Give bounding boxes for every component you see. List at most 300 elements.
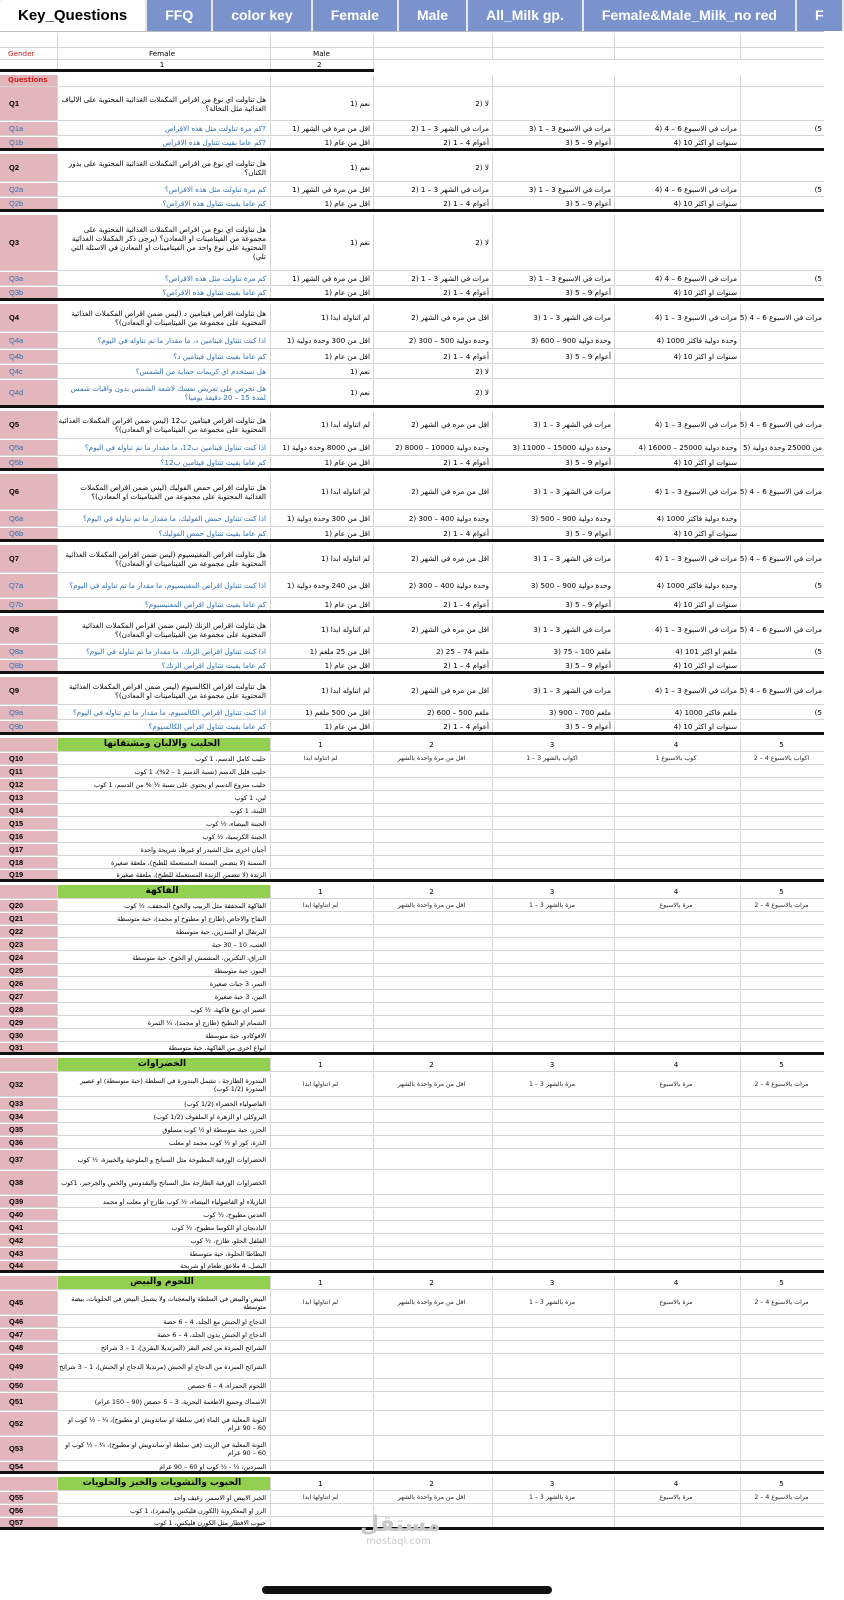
cell[interactable] — [0, 1058, 58, 1071]
question-id-cell[interactable] — [0, 857, 58, 868]
frequency-label-cell[interactable] — [493, 1248, 615, 1259]
frequency-label-cell[interactable] — [615, 1017, 741, 1028]
answer-option-cell[interactable] — [374, 645, 493, 658]
answer-option-cell[interactable] — [271, 333, 374, 348]
answer-option-cell[interactable] — [493, 380, 615, 405]
frequency-label-cell[interactable] — [615, 939, 741, 950]
frequency-label-cell[interactable] — [271, 1518, 374, 1527]
frequency-label-cell[interactable] — [271, 753, 374, 764]
frequency-label-cell[interactable] — [374, 870, 493, 879]
frequency-label-cell[interactable] — [493, 1004, 615, 1015]
frequency-label-cell[interactable] — [615, 1291, 741, 1314]
answer-option-cell[interactable] — [493, 272, 615, 285]
answer-option-cell[interactable] — [374, 599, 493, 610]
answer-option-cell[interactable] — [374, 137, 493, 148]
food-item-cell[interactable] — [58, 1196, 271, 1207]
answer-option-cell[interactable] — [741, 287, 824, 298]
cell[interactable] — [374, 48, 493, 59]
question-text-cell[interactable] — [58, 474, 271, 509]
answer-option-cell[interactable] — [271, 599, 374, 610]
frequency-label-cell[interactable] — [374, 1393, 493, 1410]
frequency-label-cell[interactable] — [374, 1462, 493, 1471]
frequency-label-cell[interactable] — [741, 779, 824, 790]
answer-option-cell[interactable] — [493, 660, 615, 671]
frequency-label-cell[interactable] — [493, 1355, 615, 1378]
question-text-cell[interactable] — [58, 645, 271, 658]
question-id-cell[interactable] — [0, 844, 58, 855]
frequency-label-cell[interactable] — [271, 1291, 374, 1314]
question-id-cell[interactable] — [0, 1437, 58, 1460]
answer-option-cell[interactable] — [615, 616, 741, 643]
question-text-cell[interactable] — [58, 706, 271, 719]
frequency-code-cell[interactable] — [493, 1276, 615, 1289]
cell[interactable] — [0, 34, 58, 47]
answer-option-cell[interactable] — [615, 287, 741, 298]
answer-option-cell[interactable] — [741, 137, 824, 148]
answer-option-cell[interactable] — [374, 457, 493, 468]
answer-option-cell[interactable] — [271, 183, 374, 196]
frequency-label-cell[interactable] — [615, 1004, 741, 1015]
frequency-code-cell[interactable] — [493, 738, 615, 751]
answer-option-cell[interactable] — [271, 272, 374, 285]
frequency-label-cell[interactable] — [493, 1393, 615, 1410]
frequency-label-cell[interactable] — [615, 991, 741, 1002]
answer-option-cell[interactable] — [615, 380, 741, 405]
frequency-label-cell[interactable] — [741, 870, 824, 879]
answer-option-cell[interactable] — [493, 87, 615, 120]
food-item-cell[interactable] — [58, 818, 271, 829]
frequency-label-cell[interactable] — [615, 1150, 741, 1169]
frequency-label-cell[interactable] — [271, 926, 374, 937]
frequency-label-cell[interactable] — [374, 805, 493, 816]
food-item-cell[interactable] — [58, 831, 271, 842]
frequency-label-cell[interactable] — [741, 818, 824, 829]
frequency-label-cell[interactable] — [741, 900, 824, 911]
frequency-label-cell[interactable] — [493, 1412, 615, 1435]
frequency-label-cell[interactable] — [493, 1342, 615, 1353]
food-item-cell[interactable] — [58, 1098, 271, 1109]
answer-option-cell[interactable] — [374, 287, 493, 298]
answer-option-cell[interactable] — [374, 380, 493, 405]
question-id-cell[interactable] — [0, 137, 58, 148]
frequency-label-cell[interactable] — [615, 1329, 741, 1340]
frequency-label-cell[interactable] — [741, 1030, 824, 1041]
frequency-label-cell[interactable] — [493, 1518, 615, 1527]
frequency-label-cell[interactable] — [271, 1261, 374, 1270]
frequency-label-cell[interactable] — [374, 753, 493, 764]
answer-option-cell[interactable] — [271, 457, 374, 468]
frequency-label-cell[interactable] — [741, 1342, 824, 1353]
frequency-label-cell[interactable] — [615, 766, 741, 777]
food-item-cell[interactable] — [58, 857, 271, 868]
frequency-label-cell[interactable] — [493, 978, 615, 989]
frequency-label-cell[interactable] — [271, 1171, 374, 1194]
answer-option-cell[interactable] — [374, 154, 493, 181]
frequency-label-cell[interactable] — [374, 913, 493, 924]
answer-option-cell[interactable] — [374, 511, 493, 526]
answer-option-cell[interactable] — [374, 528, 493, 539]
frequency-label-cell[interactable] — [271, 1437, 374, 1460]
food-item-cell[interactable] — [58, 1393, 271, 1410]
frequency-label-cell[interactable] — [271, 766, 374, 777]
food-item-cell[interactable] — [58, 978, 271, 989]
frequency-label-cell[interactable] — [374, 1222, 493, 1233]
cell[interactable] — [615, 75, 741, 86]
answer-option-cell[interactable] — [741, 645, 824, 658]
frequency-label-cell[interactable] — [374, 1171, 493, 1194]
answer-option-cell[interactable] — [741, 457, 824, 468]
question-text-cell[interactable] — [58, 365, 271, 378]
answer-option-cell[interactable] — [374, 272, 493, 285]
question-id-cell[interactable] — [0, 304, 58, 331]
answer-option-cell[interactable] — [615, 677, 741, 704]
frequency-label-cell[interactable] — [493, 1171, 615, 1194]
food-item-cell[interactable] — [58, 753, 271, 764]
question-id-cell[interactable] — [0, 721, 58, 732]
frequency-code-cell[interactable] — [615, 738, 741, 751]
question-id-cell[interactable] — [0, 1222, 58, 1233]
question-id-cell[interactable] — [0, 991, 58, 1002]
section-title-cell[interactable] — [58, 1058, 271, 1071]
frequency-label-cell[interactable] — [374, 1209, 493, 1220]
question-id-cell[interactable] — [0, 272, 58, 285]
food-item-cell[interactable] — [58, 1248, 271, 1259]
question-id-cell[interactable] — [0, 599, 58, 610]
answer-option-cell[interactable] — [493, 365, 615, 378]
frequency-label-cell[interactable] — [271, 1150, 374, 1169]
question-text-cell[interactable] — [58, 411, 271, 438]
answer-option-cell[interactable] — [741, 440, 824, 455]
question-id-cell[interactable] — [0, 645, 58, 658]
answer-option-cell[interactable] — [741, 272, 824, 285]
question-id-cell[interactable] — [0, 287, 58, 298]
frequency-label-cell[interactable] — [615, 900, 741, 911]
frequency-label-cell[interactable] — [271, 1316, 374, 1327]
frequency-label-cell[interactable] — [271, 1124, 374, 1135]
frequency-label-cell[interactable] — [615, 965, 741, 976]
answer-option-cell[interactable] — [615, 528, 741, 539]
question-id-cell[interactable] — [0, 1209, 58, 1220]
frequency-label-cell[interactable] — [615, 1316, 741, 1327]
answer-option-cell[interactable] — [271, 350, 374, 363]
frequency-label-cell[interactable] — [741, 1043, 824, 1052]
answer-option-cell[interactable] — [374, 183, 493, 196]
food-item-cell[interactable] — [58, 1355, 271, 1378]
frequency-label-cell[interactable] — [374, 1111, 493, 1122]
answer-option-cell[interactable] — [615, 599, 741, 610]
question-id-cell[interactable] — [0, 365, 58, 378]
frequency-label-cell[interactable] — [493, 1030, 615, 1041]
food-item-cell[interactable] — [58, 1111, 271, 1122]
frequency-label-cell[interactable] — [615, 1124, 741, 1135]
frequency-code-cell[interactable] — [493, 885, 615, 898]
question-id-cell[interactable] — [0, 474, 58, 509]
frequency-label-cell[interactable] — [493, 1150, 615, 1169]
question-text-cell[interactable] — [58, 616, 271, 643]
frequency-label-cell[interactable] — [615, 831, 741, 842]
frequency-label-cell[interactable] — [271, 779, 374, 790]
cell[interactable] — [741, 34, 824, 47]
question-id-cell[interactable] — [0, 1196, 58, 1207]
answer-option-cell[interactable] — [271, 287, 374, 298]
frequency-label-cell[interactable] — [271, 1004, 374, 1015]
answer-option-cell[interactable] — [615, 122, 741, 135]
food-item-cell[interactable] — [58, 1437, 271, 1460]
cell[interactable] — [0, 48, 58, 59]
answer-option-cell[interactable] — [493, 599, 615, 610]
food-item-cell[interactable] — [58, 913, 271, 924]
question-id-cell[interactable] — [0, 1492, 58, 1503]
question-text-cell[interactable] — [58, 154, 271, 181]
frequency-label-cell[interactable] — [741, 1222, 824, 1233]
frequency-label-cell[interactable] — [374, 1248, 493, 1259]
answer-option-cell[interactable] — [271, 380, 374, 405]
frequency-label-cell[interactable] — [271, 1235, 374, 1246]
frequency-code-cell[interactable] — [493, 1477, 615, 1490]
frequency-label-cell[interactable] — [271, 857, 374, 868]
frequency-label-cell[interactable] — [741, 1098, 824, 1109]
frequency-label-cell[interactable] — [493, 1098, 615, 1109]
food-item-cell[interactable] — [58, 792, 271, 803]
answer-option-cell[interactable] — [271, 511, 374, 526]
frequency-label-cell[interactable] — [493, 900, 615, 911]
tab-5[interactable]: All_Milk gp. — [468, 0, 584, 31]
answer-option-cell[interactable] — [493, 333, 615, 348]
frequency-label-cell[interactable] — [493, 1137, 615, 1148]
food-item-cell[interactable] — [58, 952, 271, 963]
frequency-label-cell[interactable] — [374, 1150, 493, 1169]
question-id-cell[interactable] — [0, 1316, 58, 1327]
answer-option-cell[interactable] — [271, 198, 374, 209]
frequency-label-cell[interactable] — [271, 978, 374, 989]
question-id-cell[interactable] — [0, 677, 58, 704]
answer-option-cell[interactable] — [615, 365, 741, 378]
frequency-code-cell[interactable] — [741, 1477, 824, 1490]
cell[interactable] — [493, 34, 615, 47]
frequency-label-cell[interactable] — [615, 870, 741, 879]
frequency-label-cell[interactable] — [374, 1137, 493, 1148]
cell[interactable] — [374, 34, 493, 47]
question-text-cell[interactable] — [58, 440, 271, 455]
frequency-label-cell[interactable] — [493, 1291, 615, 1314]
frequency-label-cell[interactable] — [493, 753, 615, 764]
frequency-label-cell[interactable] — [741, 792, 824, 803]
frequency-label-cell[interactable] — [493, 1017, 615, 1028]
frequency-label-cell[interactable] — [615, 779, 741, 790]
frequency-label-cell[interactable] — [741, 1316, 824, 1327]
cell[interactable] — [615, 48, 741, 59]
frequency-label-cell[interactable] — [271, 870, 374, 879]
answer-option-cell[interactable] — [271, 215, 374, 270]
frequency-label-cell[interactable] — [615, 1492, 741, 1503]
food-item-cell[interactable] — [58, 900, 271, 911]
answer-option-cell[interactable] — [271, 365, 374, 378]
food-item-cell[interactable] — [58, 1043, 271, 1052]
answer-option-cell[interactable] — [493, 457, 615, 468]
question-text-cell[interactable] — [58, 574, 271, 597]
cell[interactable] — [58, 34, 271, 47]
answer-option-cell[interactable] — [493, 137, 615, 148]
answer-option-cell[interactable] — [374, 474, 493, 509]
answer-option-cell[interactable] — [741, 706, 824, 719]
frequency-label-cell[interactable] — [493, 1261, 615, 1270]
answer-option-cell[interactable] — [741, 677, 824, 704]
food-item-cell[interactable] — [58, 844, 271, 855]
answer-option-cell[interactable] — [374, 721, 493, 732]
question-id-cell[interactable] — [0, 1329, 58, 1340]
food-item-cell[interactable] — [58, 1342, 271, 1353]
question-id-cell[interactable] — [0, 511, 58, 526]
answer-option-cell[interactable] — [493, 645, 615, 658]
frequency-code-cell[interactable] — [615, 1477, 741, 1490]
frequency-label-cell[interactable] — [493, 857, 615, 868]
frequency-label-cell[interactable] — [741, 926, 824, 937]
question-id-cell[interactable] — [0, 1380, 58, 1391]
answer-option-cell[interactable] — [271, 574, 374, 597]
answer-option-cell[interactable] — [493, 511, 615, 526]
food-item-cell[interactable] — [58, 1380, 271, 1391]
cell[interactable] — [271, 60, 374, 69]
frequency-label-cell[interactable] — [741, 1111, 824, 1122]
frequency-label-cell[interactable] — [615, 857, 741, 868]
frequency-label-cell[interactable] — [271, 1248, 374, 1259]
answer-option-cell[interactable] — [271, 677, 374, 704]
frequency-label-cell[interactable] — [615, 1248, 741, 1259]
frequency-label-cell[interactable] — [741, 1505, 824, 1516]
frequency-code-cell[interactable] — [615, 1058, 741, 1071]
answer-option-cell[interactable] — [374, 574, 493, 597]
question-id-cell[interactable] — [0, 1030, 58, 1041]
frequency-label-cell[interactable] — [374, 1235, 493, 1246]
answer-option-cell[interactable] — [374, 365, 493, 378]
question-id-cell[interactable] — [0, 411, 58, 438]
answer-option-cell[interactable] — [374, 87, 493, 120]
frequency-label-cell[interactable] — [271, 939, 374, 950]
frequency-code-cell[interactable] — [741, 738, 824, 751]
answer-option-cell[interactable] — [271, 122, 374, 135]
frequency-label-cell[interactable] — [741, 1073, 824, 1096]
question-id-cell[interactable] — [0, 1235, 58, 1246]
frequency-code-cell[interactable] — [741, 1058, 824, 1071]
frequency-label-cell[interactable] — [741, 1235, 824, 1246]
section-title-cell[interactable] — [58, 738, 271, 751]
answer-option-cell[interactable] — [374, 545, 493, 572]
frequency-label-cell[interactable] — [741, 1171, 824, 1194]
frequency-label-cell[interactable] — [271, 991, 374, 1002]
frequency-label-cell[interactable] — [615, 792, 741, 803]
answer-option-cell[interactable] — [741, 304, 824, 331]
question-text-cell[interactable] — [58, 350, 271, 363]
frequency-label-cell[interactable] — [493, 1209, 615, 1220]
frequency-label-cell[interactable] — [741, 1462, 824, 1471]
frequency-label-cell[interactable] — [493, 1124, 615, 1135]
question-id-cell[interactable] — [0, 913, 58, 924]
frequency-label-cell[interactable] — [493, 952, 615, 963]
food-item-cell[interactable] — [58, 1316, 271, 1327]
answer-option-cell[interactable] — [741, 660, 824, 671]
question-id-cell[interactable] — [0, 1412, 58, 1435]
tab-1[interactable]: FFQ — [147, 0, 213, 31]
frequency-label-cell[interactable] — [374, 1196, 493, 1207]
question-id-cell[interactable] — [0, 706, 58, 719]
answer-option-cell[interactable] — [374, 440, 493, 455]
frequency-label-cell[interactable] — [271, 1030, 374, 1041]
question-text-cell[interactable] — [58, 272, 271, 285]
food-item-cell[interactable] — [58, 1137, 271, 1148]
tab-2[interactable]: color key — [213, 0, 312, 31]
answer-option-cell[interactable] — [741, 380, 824, 405]
frequency-code-cell[interactable] — [374, 885, 493, 898]
frequency-label-cell[interactable] — [271, 805, 374, 816]
question-id-cell[interactable] — [0, 900, 58, 911]
frequency-label-cell[interactable] — [741, 1393, 824, 1410]
question-text-cell[interactable] — [58, 660, 271, 671]
frequency-label-cell[interactable] — [271, 818, 374, 829]
food-item-cell[interactable] — [58, 926, 271, 937]
question-id-cell[interactable] — [0, 122, 58, 135]
answer-option-cell[interactable] — [374, 215, 493, 270]
frequency-label-cell[interactable] — [615, 1196, 741, 1207]
answer-option-cell[interactable] — [741, 365, 824, 378]
answer-option-cell[interactable] — [493, 616, 615, 643]
frequency-label-cell[interactable] — [374, 1316, 493, 1327]
frequency-label-cell[interactable] — [741, 965, 824, 976]
question-id-cell[interactable] — [0, 1073, 58, 1096]
question-text-cell[interactable] — [58, 333, 271, 348]
frequency-label-cell[interactable] — [271, 913, 374, 924]
frequency-label-cell[interactable] — [374, 991, 493, 1002]
answer-option-cell[interactable] — [741, 574, 824, 597]
food-item-cell[interactable] — [58, 1462, 271, 1471]
answer-option-cell[interactable] — [741, 215, 824, 270]
answer-option-cell[interactable] — [615, 87, 741, 120]
cell[interactable] — [271, 34, 374, 47]
frequency-label-cell[interactable] — [493, 1492, 615, 1503]
frequency-label-cell[interactable] — [271, 1505, 374, 1516]
question-id-cell[interactable] — [0, 1505, 58, 1516]
question-id-cell[interactable] — [0, 1124, 58, 1135]
frequency-label-cell[interactable] — [374, 978, 493, 989]
answer-option-cell[interactable] — [741, 183, 824, 196]
answer-option-cell[interactable] — [374, 706, 493, 719]
answer-option-cell[interactable] — [741, 333, 824, 348]
answer-option-cell[interactable] — [493, 350, 615, 363]
frequency-label-cell[interactable] — [374, 1342, 493, 1353]
frequency-label-cell[interactable] — [271, 1137, 374, 1148]
frequency-label-cell[interactable] — [271, 1209, 374, 1220]
frequency-label-cell[interactable] — [271, 1073, 374, 1096]
answer-option-cell[interactable] — [741, 528, 824, 539]
answer-option-cell[interactable] — [493, 183, 615, 196]
answer-option-cell[interactable] — [741, 350, 824, 363]
question-id-cell[interactable] — [0, 952, 58, 963]
frequency-label-cell[interactable] — [493, 913, 615, 924]
question-id-cell[interactable] — [0, 1137, 58, 1148]
answer-option-cell[interactable] — [615, 154, 741, 181]
frequency-label-cell[interactable] — [271, 952, 374, 963]
answer-option-cell[interactable] — [741, 721, 824, 732]
question-id-cell[interactable] — [0, 1111, 58, 1122]
frequency-label-cell[interactable] — [374, 1073, 493, 1096]
cell[interactable] — [374, 75, 493, 86]
frequency-label-cell[interactable] — [493, 1316, 615, 1327]
question-id-cell[interactable] — [0, 1261, 58, 1270]
answer-option-cell[interactable] — [271, 660, 374, 671]
answer-option-cell[interactable] — [615, 706, 741, 719]
food-item-cell[interactable] — [58, 1209, 271, 1220]
question-text-cell[interactable] — [58, 511, 271, 526]
frequency-label-cell[interactable] — [493, 1196, 615, 1207]
